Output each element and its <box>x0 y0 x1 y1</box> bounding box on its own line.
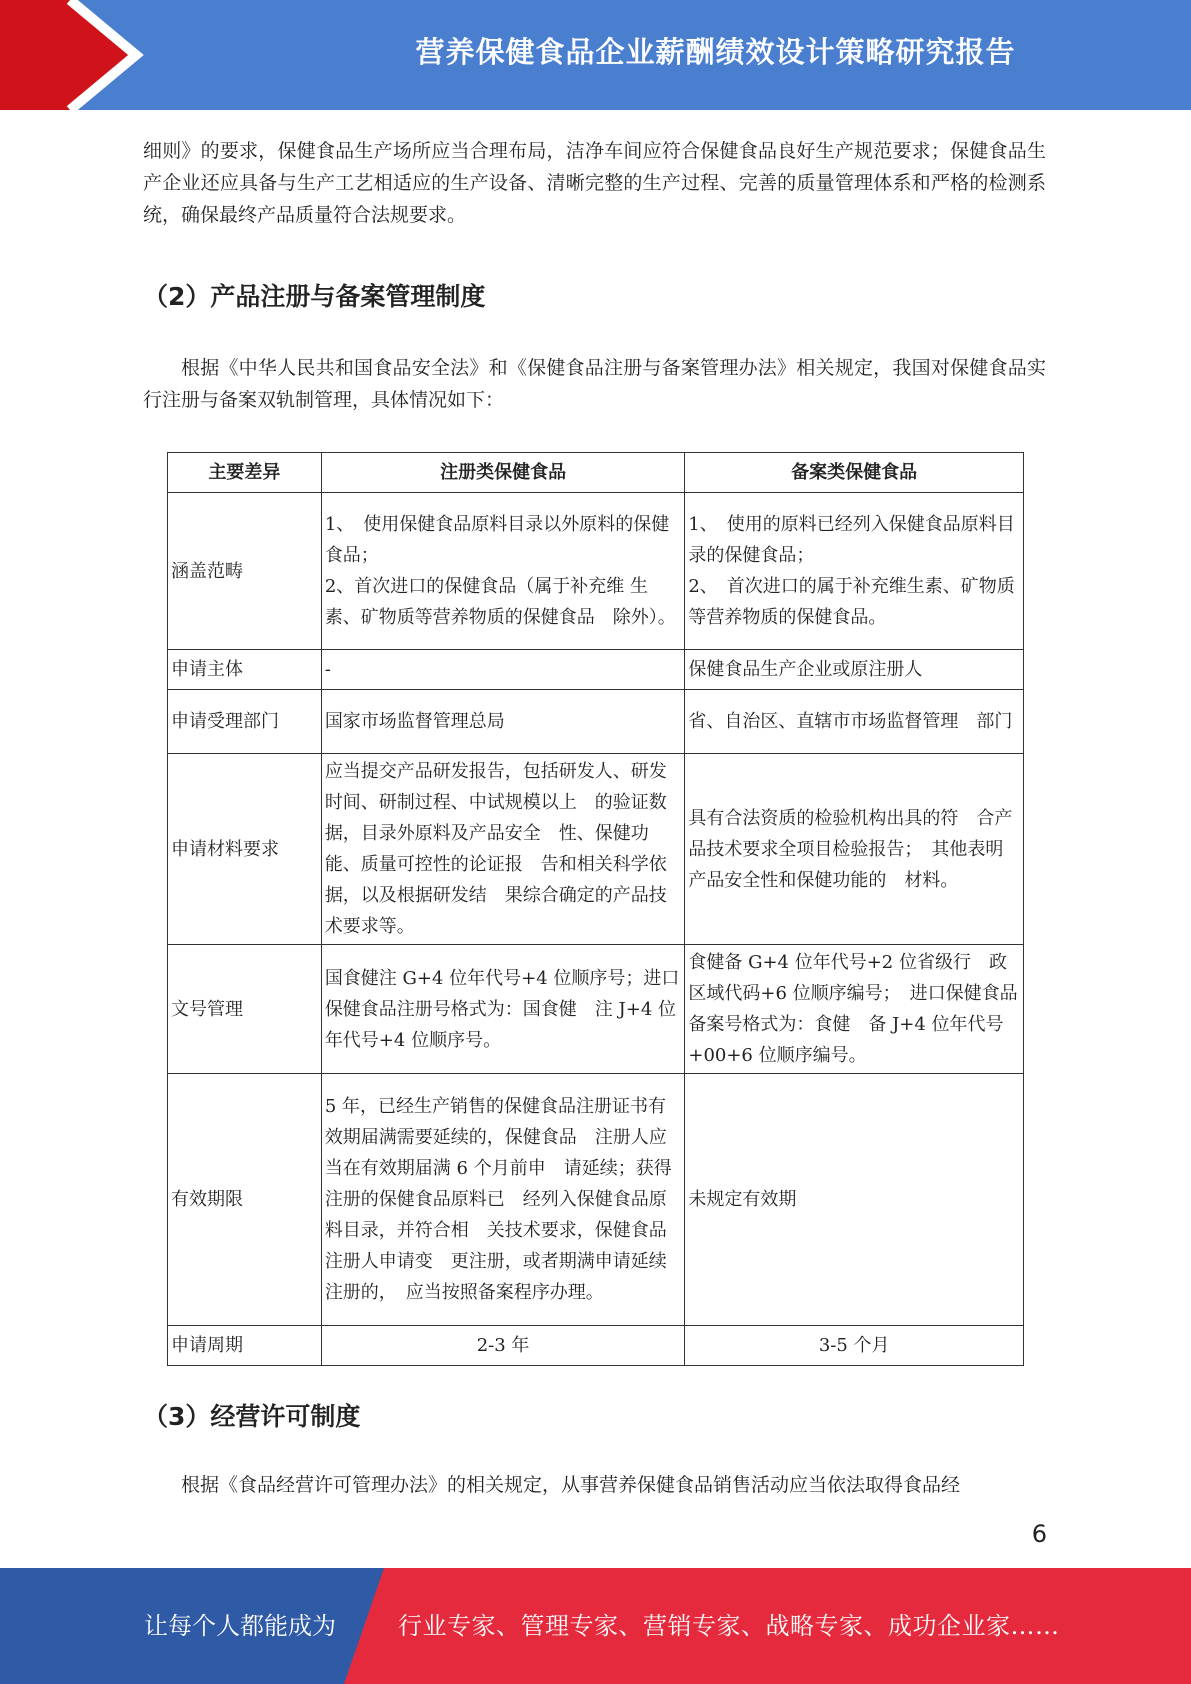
table-cell <box>321 493 685 650</box>
table-cell: 国家市场监督管理总局 <box>321 690 685 754</box>
table-cell: 保健食品生产企业或原注册人 <box>685 650 1024 690</box>
table-cell-category: 申请主体 <box>168 650 322 690</box>
table-row <box>168 754 1024 945</box>
table-cell: 2-3 年 <box>321 1326 685 1366</box>
section-heading-registration: （2）产品注册与备案管理制度 <box>143 282 486 311</box>
header-arrow-graphic <box>0 0 160 110</box>
page-footer <box>0 1568 1191 1684</box>
page-number: 6 <box>1031 1520 1047 1548</box>
table-cell: 省、自治区、直辖市市场监督管理 部门 <box>685 690 1024 754</box>
table-row <box>168 1326 1024 1366</box>
comparison-table <box>167 452 1024 1366</box>
table-cell-category: 申请受理部门 <box>168 690 322 754</box>
table-cell: 应当提交产品研发报告，包括研发人、研发时间、研制过程、中试规模以上 的验证数据，目录外原料及产品安全 性、保健功能、质量可控性的论证报 告和相关科学依据，以及根据研发结 果综合确定的产品技术要求等。 <box>321 754 685 945</box>
section-heading-license: （3）经营许可制度 <box>143 1402 361 1431</box>
table-cell-category: 申请材料要求 <box>168 754 322 945</box>
paragraph-registration: 根据《中华人民共和国食品安全法》和《保健食品注册与备案管理办法》相关规定，我国对保健食品实行注册与备案双轨制管理，具体情况如下： <box>143 357 1046 411</box>
table-header-cell: 注册类保健食品 <box>321 453 685 493</box>
cell-line: 1、 使用的原料已经列入保健食品原料目录的保健食品； 2、 首次进口的属于补充维生素、矿物质等营养物质的保健食品。 <box>688 514 1015 628</box>
table-row <box>168 650 1024 690</box>
paragraph-intro: 细则》的要求，保健食品生产场所应当合理布局，洁净车间应符合保健食品良好生产规范要求；保健食品生产企业还应具备与生产工艺相适应的生产设备、清晰完整的生产过程、完善的质量管理体系和严格的检测系统，确保最终产品质量符合法规要求。 <box>143 140 1046 226</box>
page-header <box>0 0 1191 110</box>
table-row <box>168 690 1024 754</box>
footer-slogan-left: 让每个人都能成为 <box>144 1612 336 1640</box>
table-row <box>168 493 1024 650</box>
table-cell: 3-5 个月 <box>685 1326 1024 1366</box>
table-row <box>168 1074 1024 1326</box>
table-cell: 具有合法资质的检验机构出具的符 合产品技术要求全项目检验报告； 其他表明产品安全性和保健功能的 材料。 <box>685 754 1024 945</box>
table-cell: 未规定有效期 <box>685 1074 1024 1326</box>
table-cell: 国食健注 G+4 位年代号+4 位顺序号；进口保健食品注册号格式为：国食健 注 J+4 位年代号+4 位顺序号。 <box>321 945 685 1074</box>
report-title: 营养保健食品企业薪酬绩效设计策略研究报告 <box>415 35 1016 69</box>
footer-slogan-right: 行业专家、管理专家、营销专家、战略专家、成功企业家…… <box>398 1612 1060 1640</box>
table-cell-category: 文号管理 <box>168 945 322 1074</box>
table-cell: 5 年，已经生产销售的保健食品注册证书有效期届满需要延续的，保健食品 注册人应当在有效期届满 6 个月前申 请延续；获得注册的保健食品原料已 经列入保健食品原料目录，并符合相 关技术要求，保健食品注册人申请变 更注册，或者期满申请延续注册的， 应当按照备案程序办理。 <box>321 1074 685 1326</box>
table-cell <box>685 493 1024 650</box>
table-cell: 食健备 G+4 位年代号+2 位省级行 政区域代码+6 位顺序编号； 进口保健食品备案号格式为：食健 备 J+4 位年代号+00+6 位顺序编号。 <box>685 945 1024 1074</box>
table-header-row <box>168 453 1024 493</box>
table-header-cell: 备案类保健食品 <box>685 453 1024 493</box>
table-cell: - <box>321 650 685 690</box>
cell-line: 1、 使用保健食品原料目录以外原料的保健食品； 2、首次进口的保健食品（属于补充维 生素、矿物质等营养物质的保健食品 除外）。 <box>324 514 676 628</box>
table-row <box>168 945 1024 1074</box>
table-cell-category: 涵盖范畴 <box>168 493 322 650</box>
table-header-cell: 主要差异 <box>168 453 322 493</box>
table-cell-category: 有效期限 <box>168 1074 322 1326</box>
table-cell-category: 申请周期 <box>168 1326 322 1366</box>
paragraph-license: 根据《食品经营许可管理办法》的相关规定，从事营养保健食品销售活动应当依法取得食品经 <box>181 1474 961 1496</box>
